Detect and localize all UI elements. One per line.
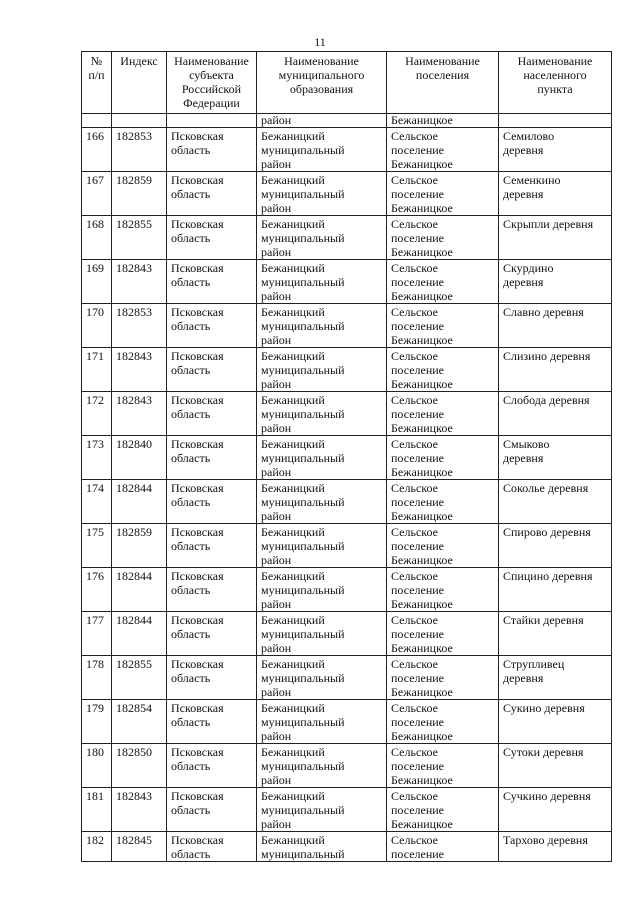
cell-index: 182854 — [112, 700, 167, 744]
cell-locality: Славно деревня — [499, 304, 612, 348]
cell-num: 167 — [82, 172, 112, 216]
cell-num: 179 — [82, 700, 112, 744]
cell-locality: Спирово деревня — [499, 524, 612, 568]
cell-subject: Псковская область — [167, 832, 257, 862]
table-row — [82, 568, 612, 612]
cell-index: 182853 — [112, 304, 167, 348]
page-number: 11 — [314, 35, 326, 49]
table-row — [82, 392, 612, 436]
settlements-table — [81, 51, 612, 862]
table-row — [82, 700, 612, 744]
cell-settlement: Сельское поселение Бежаницкое — [387, 128, 499, 172]
cell-locality: Спицино деревня — [499, 568, 612, 612]
cell-settlement: Бежаницкое — [387, 114, 499, 128]
table-header-row — [82, 52, 612, 114]
cell-subject: Псковская область — [167, 128, 257, 172]
cell-settlement: Сельское поселение Бежаницкое — [387, 612, 499, 656]
cell-subject: Псковская область — [167, 304, 257, 348]
cell-num: 182 — [82, 832, 112, 862]
header-locality: Наименование населенного пункта — [499, 52, 612, 114]
cell-locality: Скрыпли деревня — [499, 216, 612, 260]
cell-index: 182843 — [112, 348, 167, 392]
cell-subject: Псковская область — [167, 568, 257, 612]
cell-municipality: Бежаницкий муниципальный район — [257, 612, 387, 656]
table-row — [82, 304, 612, 348]
cell-num: 172 — [82, 392, 112, 436]
cell-settlement: Сельское поселение Бежаницкое — [387, 524, 499, 568]
cell-index: 182850 — [112, 744, 167, 788]
cell-locality: Слизино деревня — [499, 348, 612, 392]
cell-municipality: Бежаницкий муниципальный район — [257, 260, 387, 304]
table-row — [82, 172, 612, 216]
cell-num: 180 — [82, 744, 112, 788]
cell-index: 182844 — [112, 568, 167, 612]
cell-subject: Псковская область — [167, 348, 257, 392]
cell-num: 170 — [82, 304, 112, 348]
cell-subject: Псковская область — [167, 436, 257, 480]
cell-settlement: Сельское поселение Бежаницкое — [387, 216, 499, 260]
table-row — [82, 832, 612, 862]
cell-locality: Тархово деревня — [499, 832, 612, 862]
cell-num: 181 — [82, 788, 112, 832]
cell-settlement: Сельское поселение Бежаницкое — [387, 304, 499, 348]
cell-num: 176 — [82, 568, 112, 612]
cell-locality: Смыково деревня — [499, 436, 612, 480]
table-row-continuation — [82, 114, 612, 128]
table-row — [82, 260, 612, 304]
cell-settlement: Сельское поселение Бежаницкое — [387, 788, 499, 832]
cell-locality: Сутоки деревня — [499, 744, 612, 788]
cell-municipality: Бежаницкий муниципальный район — [257, 700, 387, 744]
cell-municipality: Бежаницкий муниципальный район — [257, 480, 387, 524]
cell-municipality: Бежаницкий муниципальный — [257, 832, 387, 862]
cell-locality: Сукино деревня — [499, 700, 612, 744]
header-municipality: Наименование муниципального образования — [257, 52, 387, 114]
cell-index: 182845 — [112, 832, 167, 862]
cell-settlement: Сельское поселение Бежаницкое — [387, 172, 499, 216]
cell-settlement: Сельское поселение — [387, 832, 499, 862]
table-row — [82, 128, 612, 172]
cell-subject: Псковская область — [167, 788, 257, 832]
cell-subject: Псковская область — [167, 480, 257, 524]
table-row — [82, 524, 612, 568]
cell-num: 178 — [82, 656, 112, 700]
cell-num: 173 — [82, 436, 112, 480]
cell-locality: Сучкино деревня — [499, 788, 612, 832]
cell-settlement: Сельское поселение Бежаницкое — [387, 392, 499, 436]
cell-subject: Псковская область — [167, 216, 257, 260]
table-row — [82, 480, 612, 524]
cell-municipality: Бежаницкий муниципальный район — [257, 304, 387, 348]
cell-locality: Семилово деревня — [499, 128, 612, 172]
cell-locality: Стайки деревня — [499, 612, 612, 656]
cell-num: 168 — [82, 216, 112, 260]
cell-settlement: Сельское поселение Бежаницкое — [387, 480, 499, 524]
cell-num: 177 — [82, 612, 112, 656]
cell-subject: Псковская область — [167, 524, 257, 568]
table-row — [82, 744, 612, 788]
cell-subject: Псковская область — [167, 700, 257, 744]
cell-index: 182843 — [112, 392, 167, 436]
cell-locality: Струпливец деревня — [499, 656, 612, 700]
cell-subject: Псковская область — [167, 656, 257, 700]
cell-municipality: Бежаницкий муниципальный район — [257, 788, 387, 832]
cell-settlement: Сельское поселение Бежаницкое — [387, 568, 499, 612]
cell-settlement: Сельское поселение Бежаницкое — [387, 744, 499, 788]
cell-index: 182844 — [112, 480, 167, 524]
cell-subject: Псковская область — [167, 260, 257, 304]
cell-index — [112, 114, 167, 128]
cell-index: 182843 — [112, 788, 167, 832]
header-index: Индекс — [112, 52, 167, 114]
cell-municipality: Бежаницкий муниципальный район — [257, 128, 387, 172]
table-row — [82, 788, 612, 832]
cell-num: 166 — [82, 128, 112, 172]
cell-municipality: Бежаницкий муниципальный район — [257, 656, 387, 700]
cell-index: 182855 — [112, 216, 167, 260]
table-row — [82, 656, 612, 700]
cell-settlement: Сельское поселение Бежаницкое — [387, 348, 499, 392]
table-row — [82, 216, 612, 260]
cell-locality: Слобода деревня — [499, 392, 612, 436]
cell-num — [82, 114, 112, 128]
cell-municipality: район — [257, 114, 387, 128]
cell-settlement: Сельское поселение Бежаницкое — [387, 260, 499, 304]
cell-municipality: Бежаницкий муниципальный район — [257, 436, 387, 480]
table-row — [82, 612, 612, 656]
table-row — [82, 348, 612, 392]
cell-num: 169 — [82, 260, 112, 304]
cell-municipality: Бежаницкий муниципальный район — [257, 348, 387, 392]
cell-index: 182843 — [112, 260, 167, 304]
header-num: № п/п — [82, 52, 112, 114]
cell-num: 174 — [82, 480, 112, 524]
cell-locality: Скурдино деревня — [499, 260, 612, 304]
cell-subject: Псковская область — [167, 172, 257, 216]
cell-locality: Соколье деревня — [499, 480, 612, 524]
cell-subject: Псковская область — [167, 612, 257, 656]
header-subject: Наименование субъекта Российской Федерации — [167, 52, 257, 114]
cell-municipality: Бежаницкий муниципальный район — [257, 392, 387, 436]
cell-settlement: Сельское поселение Бежаницкое — [387, 700, 499, 744]
cell-num: 171 — [82, 348, 112, 392]
cell-municipality: Бежаницкий муниципальный район — [257, 524, 387, 568]
cell-subject: Псковская область — [167, 744, 257, 788]
cell-index: 182853 — [112, 128, 167, 172]
cell-locality: Семенкино деревня — [499, 172, 612, 216]
cell-index: 182859 — [112, 524, 167, 568]
cell-index: 182844 — [112, 612, 167, 656]
cell-locality — [499, 114, 612, 128]
header-settlement: Наименование поселения — [387, 52, 499, 114]
cell-subject: Псковская область — [167, 392, 257, 436]
cell-municipality: Бежаницкий муниципальный район — [257, 568, 387, 612]
table-row — [82, 436, 612, 480]
cell-subject — [167, 114, 257, 128]
cell-municipality: Бежаницкий муниципальный район — [257, 216, 387, 260]
cell-index: 182859 — [112, 172, 167, 216]
cell-municipality: Бежаницкий муниципальный район — [257, 172, 387, 216]
cell-index: 182855 — [112, 656, 167, 700]
cell-index: 182840 — [112, 436, 167, 480]
cell-municipality: Бежаницкий муниципальный район — [257, 744, 387, 788]
cell-num: 175 — [82, 524, 112, 568]
cell-settlement: Сельское поселение Бежаницкое — [387, 656, 499, 700]
cell-settlement: Сельское поселение Бежаницкое — [387, 436, 499, 480]
